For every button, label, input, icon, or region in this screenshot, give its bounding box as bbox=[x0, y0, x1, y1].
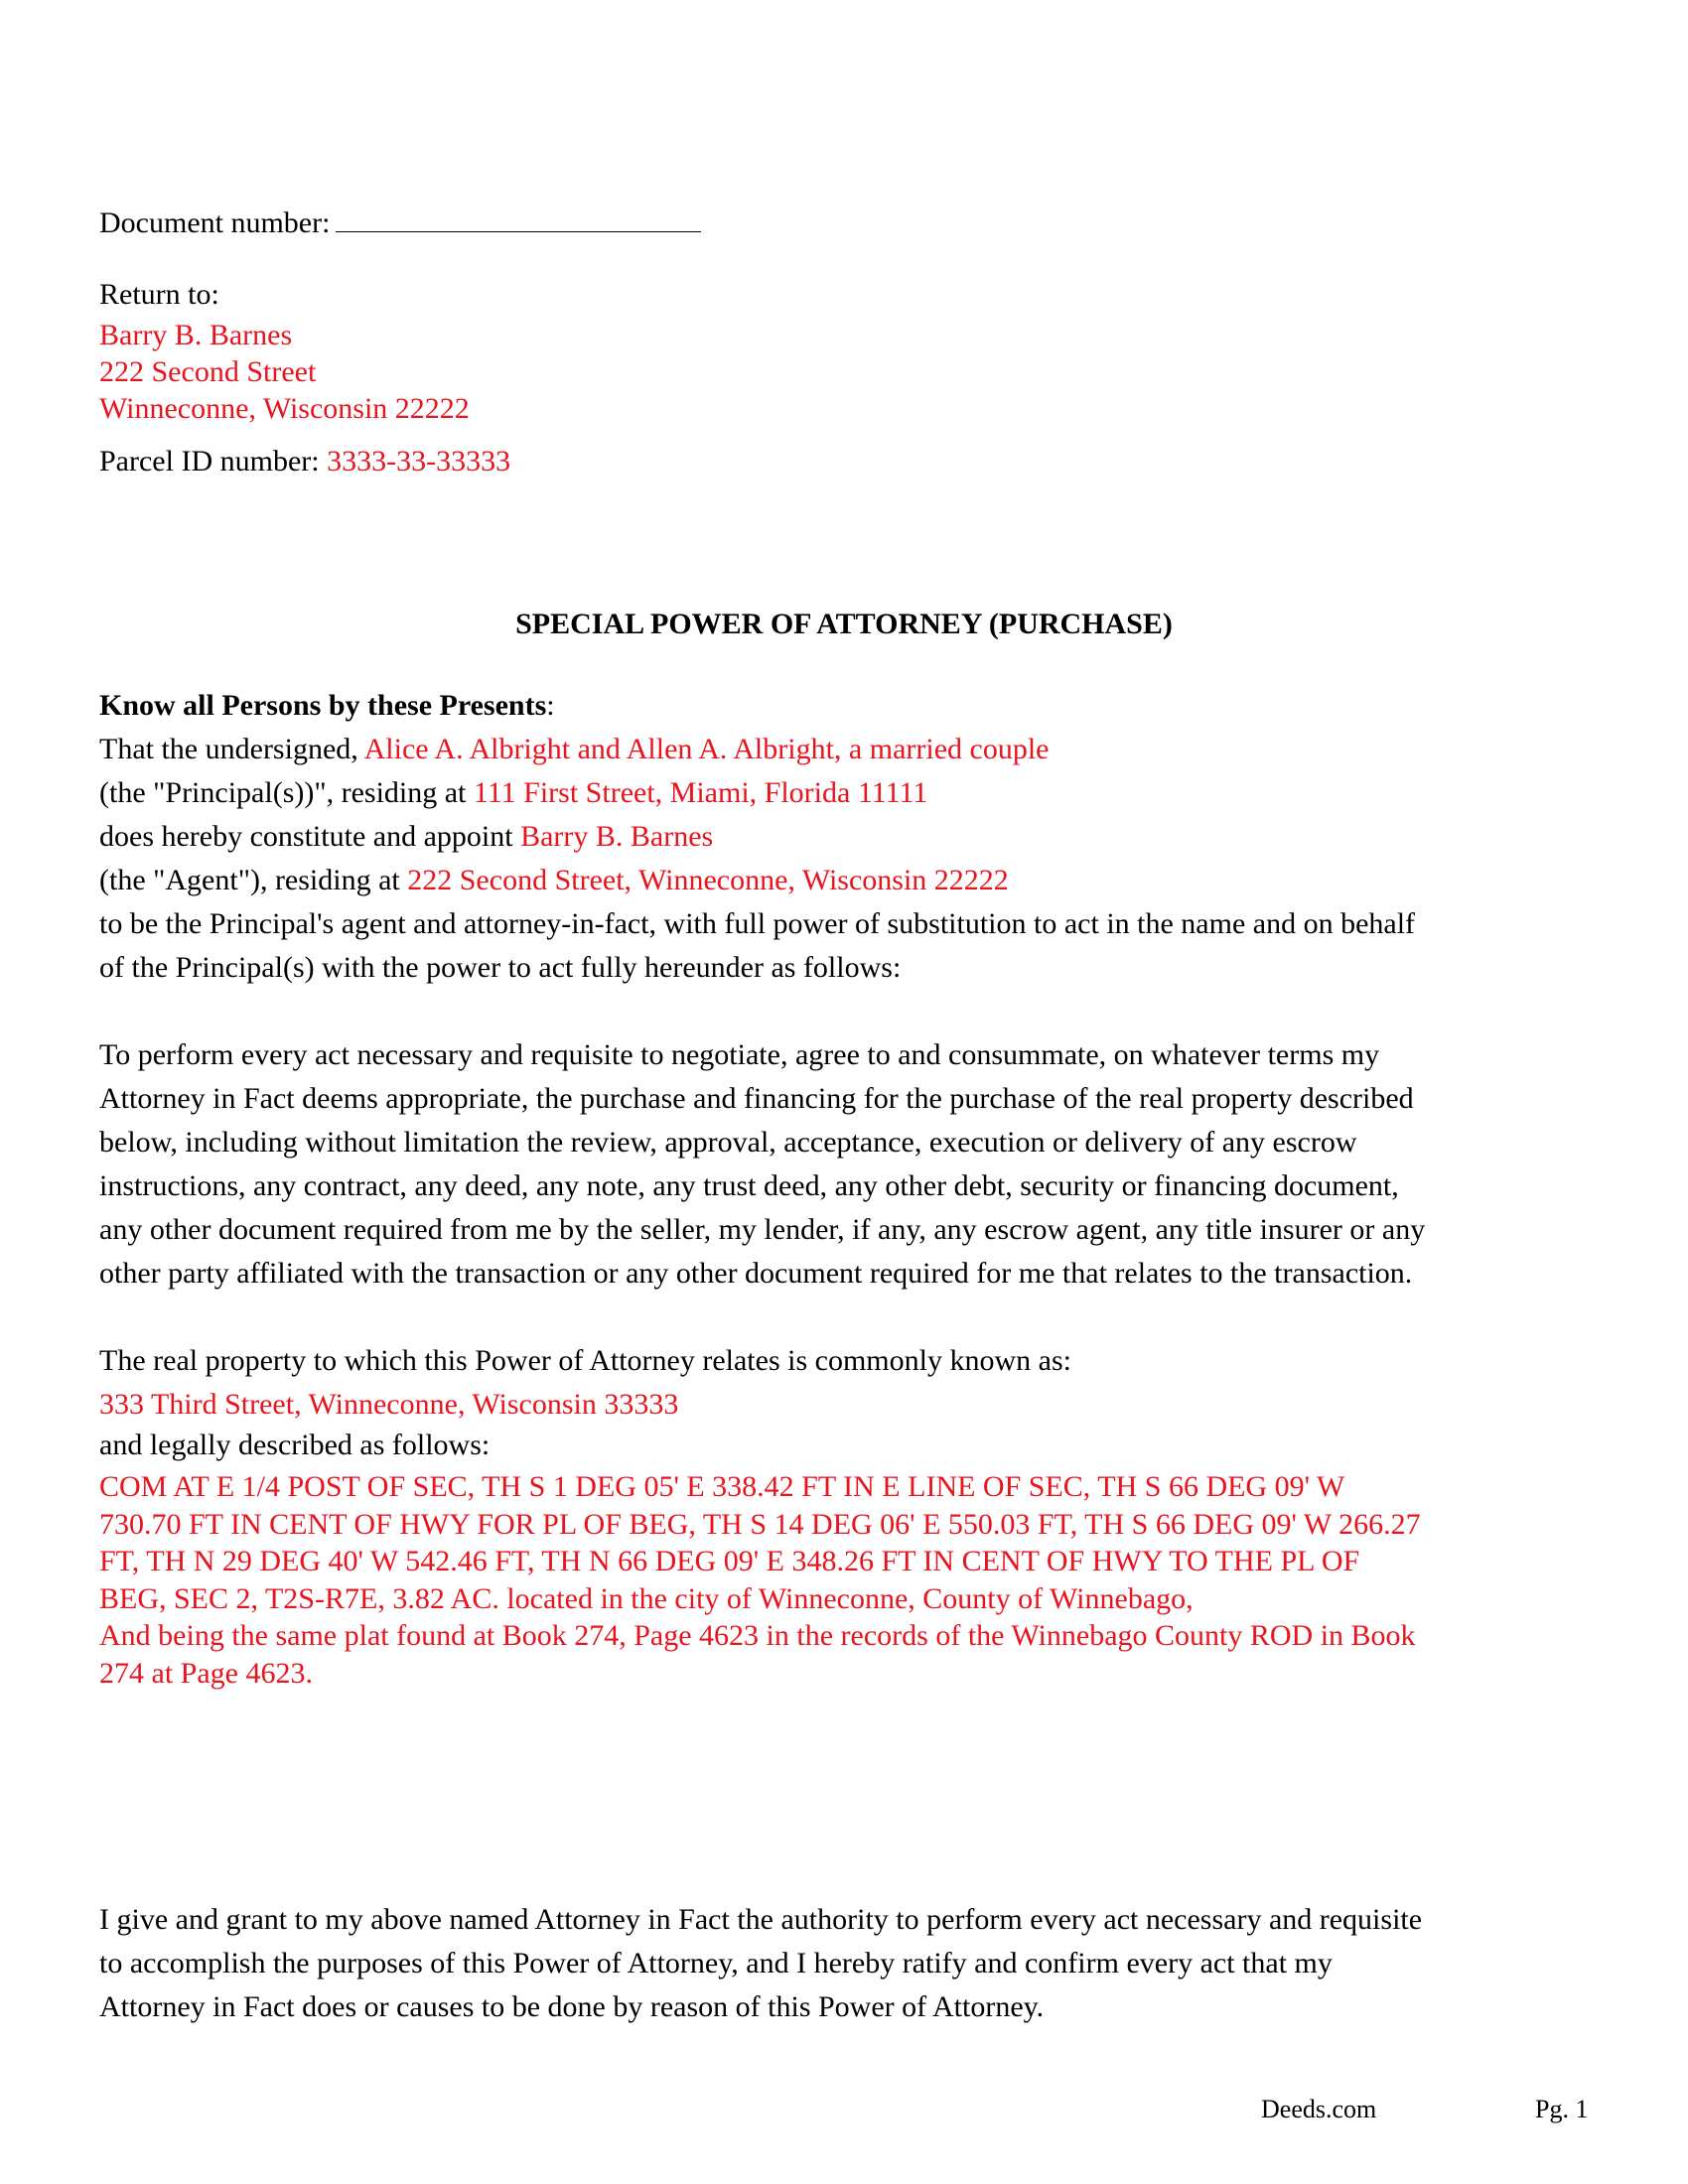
document-title: SPECIAL POWER OF ATTORNEY (PURCHASE) bbox=[515, 608, 1173, 640]
legal-description-line: BEG, SEC 2, T2S-R7E, 3.82 AC. located in the city of Winneconne, County of Winnebago, bbox=[99, 1581, 1194, 1615]
powers-line: Attorney in Fact deems appropriate, the purchase and financing for the purchase of the real property described bbox=[99, 1082, 1414, 1115]
agent-name: Barry B. Barnes bbox=[520, 820, 714, 853]
legal-description-line: FT, TH N 29 DEG 40' W 542.46 FT, TH N 66 DEG 09' E 348.26 FT IN CENT OF HWY TO THE PL OF bbox=[99, 1545, 1360, 1577]
grant-line: Attorney in Fact does or causes to be done by reason of this Power of Attorney. bbox=[99, 1990, 1045, 2023]
powers-line: instructions, any contract, any deed, any note, any trust deed, any other debt, security or financing document, bbox=[99, 1169, 1399, 1202]
grant-line: to accomplish the purposes of this Power of Attorney, and I hereby ratify and confirm every act that my bbox=[99, 1947, 1333, 1979]
grant-line: I give and grant to my above named Attorney in Fact the authority to perform every act necessary and requisite bbox=[99, 1903, 1423, 1936]
powers-paragraph bbox=[99, 1033, 1589, 1296]
powers-line: any other document required from me by the seller, my lender, if any, any escrow agent, any title insurer or any bbox=[99, 1213, 1426, 1246]
principal-address: 111 First Street, Miami, Florida 11111 bbox=[473, 776, 928, 809]
principal-name: Alice A. Albright and Allen A. Albright, a married couple bbox=[363, 733, 1050, 765]
principal-address-prefix: (the "Principal(s))", residing at bbox=[99, 776, 467, 809]
return-city: Winneconne, Wisconsin 22222 bbox=[99, 392, 470, 425]
intro-line-6: of the Principal(s) with the power to act fully hereunder as follows: bbox=[99, 951, 902, 984]
legal-description-label: and legally described as follows: bbox=[99, 1429, 491, 1461]
return-name: Barry B. Barnes bbox=[99, 319, 293, 351]
intro-heading-line bbox=[99, 684, 1589, 728]
document-number-label: Document number: bbox=[99, 206, 331, 239]
document-number-blank bbox=[336, 202, 701, 232]
principal-address-line bbox=[99, 771, 1589, 815]
legal-description-line: COM AT E 1/4 POST OF SEC, TH S 1 DEG 05' E 338.42 FT IN E LINE OF SEC, TH S 66 DEG 09' W bbox=[99, 1470, 1345, 1503]
return-to-label: Return to: bbox=[99, 278, 219, 311]
principal-prefix: That the undersigned, bbox=[99, 733, 358, 765]
intro-heading: Know all Persons by these Presents bbox=[99, 689, 547, 722]
agent-address: 222 Second Street, Winneconne, Wisconsin 22222 bbox=[407, 864, 1009, 896]
footer-site: Deeds.com bbox=[1261, 2095, 1377, 2123]
agent-address-prefix: (the "Agent"), residing at bbox=[99, 864, 400, 896]
parcel-id-line bbox=[99, 440, 1589, 483]
parcel-id-value: 3333-33-33333 bbox=[327, 445, 511, 478]
agent-address-line bbox=[99, 859, 1589, 902]
footer-page-number: Pg. 1 bbox=[1535, 2095, 1589, 2123]
legal-description-line: 730.70 FT IN CENT OF HWY FOR PL OF BEG, TH S 14 DEG 06' E 550.03 FT, TH S 66 DEG 09' W 266.27 bbox=[99, 1507, 1421, 1541]
property-address: 333 Third Street, Winneconne, Wisconsin 33333 bbox=[99, 1388, 679, 1421]
document-number-line bbox=[99, 202, 1589, 245]
agent-prefix: does hereby constitute and appoint bbox=[99, 820, 513, 853]
powers-line: other party affiliated with the transaction or any other document required for me that relates to the transaction. bbox=[99, 1257, 1413, 1290]
powers-line: To perform every act necessary and requisite to negotiate, agree to and consummate, on whatever terms my bbox=[99, 1038, 1380, 1071]
property-known-as-label: The real property to which this Power of Attorney relates is commonly known as: bbox=[99, 1344, 1071, 1377]
intro-line-5: to be the Principal's agent and attorney-in-fact, with full power of substitution to act in the name and on behalf bbox=[99, 907, 1416, 940]
document-body bbox=[99, 202, 1589, 2029]
legal-description-line: 274 at Page 4623. bbox=[99, 1656, 313, 1690]
powers-line: below, including without limitation the review, approval, acceptance, execution or delivery of any escrow bbox=[99, 1126, 1357, 1159]
intro-heading-colon: : bbox=[546, 689, 555, 722]
return-street: 222 Second Street bbox=[99, 355, 317, 388]
principal-line bbox=[99, 728, 1589, 771]
agent-line bbox=[99, 815, 1589, 859]
parcel-id-label: Parcel ID number: bbox=[99, 445, 320, 478]
grant-paragraph bbox=[99, 1898, 1589, 2029]
legal-description-line: And being the same plat found at Book 274, Page 4623 in the records of the Winnebago County ROD in Book bbox=[99, 1619, 1416, 1652]
legal-description bbox=[99, 1468, 1589, 1692]
